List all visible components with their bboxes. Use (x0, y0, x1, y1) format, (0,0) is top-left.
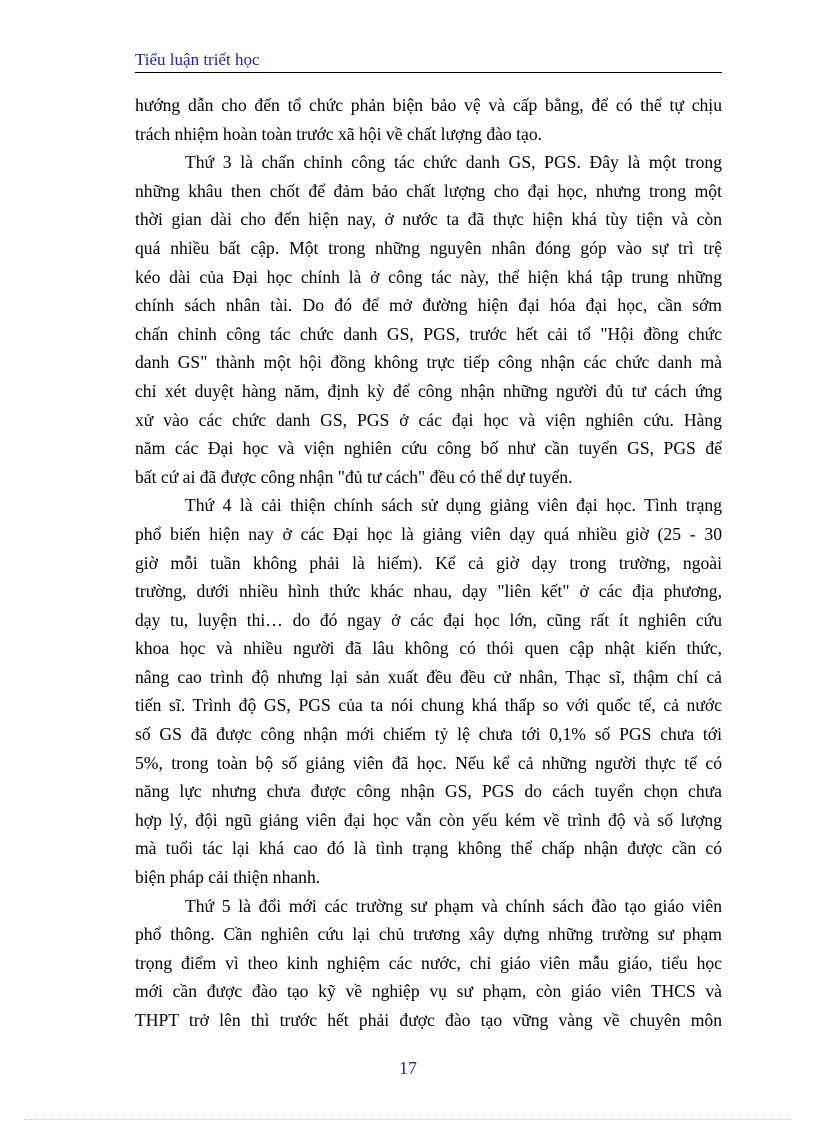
text-line: xử vào các chức danh GS, PGS ở các đại học và viện nghiên cứu. Hàng (135, 409, 722, 430)
text-line: Thứ 4 là cải thiện chính sách sử dụng giảng viên đại học. Tình trạng (185, 495, 722, 516)
text-line: phổ biến hiện nay ở các Đại học là giảng viên dạy quá nhiều giờ (25 - 30 (135, 523, 722, 544)
text-line: bất cứ ai đã được công nhận "đủ tư cách" đều có thể dự tuyển. (135, 466, 573, 487)
text-line: chính sách nhân tài. Do đó để mở đường hiện đại hóa đại học, cần sớm (135, 295, 722, 316)
text-line: tiến sĩ. Trình độ GS, PGS của ta nói chung khá thấp so với quốc tế, cả nước (135, 695, 722, 716)
text-line: khoa học và nhiều người đã lâu không có thói quen cập nhật kiến thức, (135, 638, 722, 659)
text-line: Thứ 5 là đổi mới các trường sư phạm và chính sách đào tạo giáo viên (185, 895, 722, 916)
text-line: danh GS" thành một hội đồng không trực tiếp công nhận các chức danh mà (135, 352, 722, 373)
text-line: trọng điểm vì theo kinh nghiệm các nước, chỉ giáo viên mẫu giáo, tiểu học (135, 952, 722, 973)
text-line: trách nhiệm hoàn toàn trước xã hội về chất lượng đào tạo. (135, 123, 543, 144)
text-line: mà tuổi tác lại khá cao đó là tình trạng không thể chấp nhận được cần có (135, 838, 722, 859)
text-line: nâng cao trình độ nhưng lại sản xuất đều đều cử nhân, Thạc sĩ, thậm chí cả (135, 666, 722, 687)
text-line: 5%, trong toàn bộ số giảng viên đã học. Nếu kể cả những người thực tế có (135, 752, 722, 773)
text-line: giờ mỗi tuần không phải là hiếm). Kể cả giờ dạy trong trường, ngoài (135, 552, 722, 573)
text-line: chấn chỉnh công tác chức danh GS, PGS, trước hết cải tổ "Hội đồng chức (135, 323, 722, 344)
text-line: thời gian dài cho đến hiện nay, ở nước ta đã thực hiện khá tùy tiện và còn (135, 209, 722, 230)
text-line: chỉ xét duyệt hàng năm, định kỳ để công nhận những người đủ tư cách ứng (135, 380, 722, 401)
text-line: THPT trở lên thì trước hết phải được đào tạo vững vàng về chuyên môn (135, 1010, 722, 1030)
text-line: biện pháp cải thiện nhanh. (135, 867, 321, 888)
body-text (135, 91, 722, 1035)
text-line: trường, dưới nhiều hình thức khác nhau, dạy "liên kết" ở các địa phương, (135, 581, 722, 602)
page-header (135, 50, 722, 74)
text-line: hướng dẫn cho đến tổ chức phản biện bảo vệ và cấp bằng, để có thể tự chịu (135, 95, 722, 115)
text-line: năm các Đại học và viện nghiên cứu công bố như cần tuyển GS, PGS để (135, 438, 722, 459)
text-line: năng lực nhưng chưa được công nhận GS, PGS do cách tuyển chọn chưa (135, 781, 722, 802)
text-line: mới cần được đào tạo kỹ về nghiệp vụ sư phạm, còn giáo viên THCS và (135, 981, 722, 1002)
text-line: phổ thông. Cần nghiên cứu lại chủ trương xây dựng những trường sư phạm (135, 924, 722, 945)
page-bottom-border (24, 1119, 792, 1120)
text-line: những khâu then chốt để đảm bảo chất lượng cho đại học, nhưng trong một (135, 180, 722, 201)
text-line: kéo dài của Đại học chính là ở công tác này, thể hiện khá tập trung những (135, 266, 722, 287)
text-line: hợp lý, đội ngũ giảng viên đại học vẫn còn yếu kém về trình độ và số lượng (135, 809, 722, 830)
page-number: 17 (399, 1058, 417, 1078)
text-line: số GS đã được công nhận mới chiếm tỷ lệ chưa tới 0,1% số PGS chưa tới (135, 724, 722, 745)
text-line: Thứ 3 là chấn chỉnh công tác chức danh GS, PGS. Đây là một trong (185, 152, 722, 173)
text-line: dạy tu, luyện thi… do đó ngay ở các đại học lớn, cũng rất ít nghiên cứu (135, 609, 722, 630)
header-rule (135, 72, 722, 73)
header-title: Tiểu luận triết học (135, 50, 260, 69)
text-line: quá nhiều bất cập. Một trong những nguyên nhân đóng góp vào sự trì trệ (135, 237, 722, 258)
